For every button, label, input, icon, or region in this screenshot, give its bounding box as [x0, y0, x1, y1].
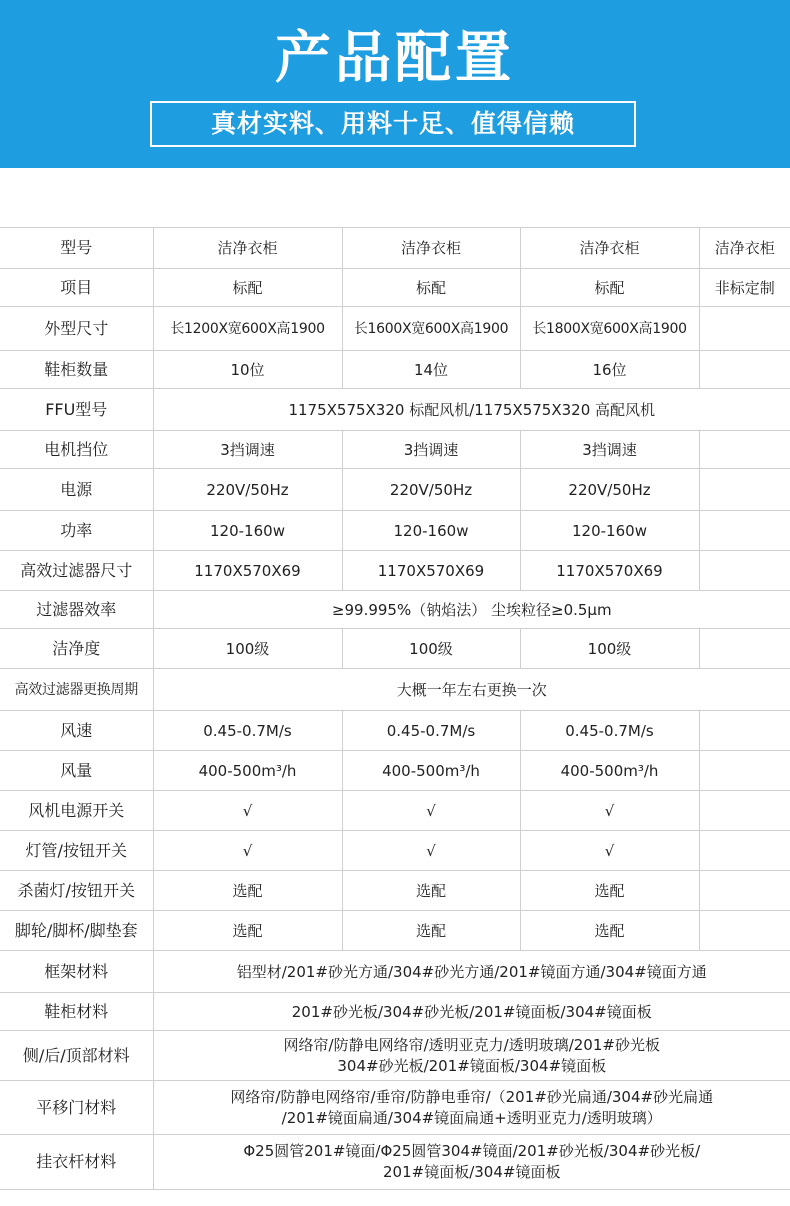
- row-label: 外型尺寸: [0, 307, 153, 351]
- table-cell: 选配: [153, 911, 342, 951]
- row-label: 过滤器效率: [0, 591, 153, 629]
- table-row: [0, 591, 790, 629]
- row-label: 挂衣杆材料: [0, 1135, 153, 1190]
- table-cell: 16位: [520, 351, 699, 389]
- table-cell: [699, 911, 790, 951]
- table-row: [0, 951, 790, 993]
- table-cell: 洁净衣柜: [153, 228, 342, 269]
- table-cell: 3挡调速: [153, 431, 342, 469]
- page-title: 产品配置: [275, 26, 515, 91]
- table-cell: 标配: [153, 269, 342, 307]
- table-cell: 3挡调速: [520, 431, 699, 469]
- table-row: [0, 751, 790, 791]
- cell-line: /201#镜面扁通/304#镜面扁通+透明亚克力/透明玻璃）: [281, 1108, 662, 1127]
- table-cell: [699, 791, 790, 831]
- cell-line: 网络帘/防静电网络帘/垂帘/防静电垂帘/（201#砂光扁通/304#砂光扁通: [230, 1087, 714, 1106]
- row-label: 风机电源开关: [0, 791, 153, 831]
- table-cell: 标配: [520, 269, 699, 307]
- table-cell: [699, 551, 790, 591]
- table-cell: 0.45-0.7M/s: [520, 711, 699, 751]
- row-label: 灯管/按钮开关: [0, 831, 153, 871]
- row-label: 鞋柜数量: [0, 351, 153, 389]
- table-cell: 100级: [520, 629, 699, 669]
- table-cell: 400-500m³/h: [342, 751, 520, 791]
- table-cell: 10位: [153, 351, 342, 389]
- table-cell: [699, 431, 790, 469]
- table-row: [0, 993, 790, 1031]
- row-label: 杀菌灯/按钮开关: [0, 871, 153, 911]
- table-cell: 220V/50Hz: [153, 469, 342, 511]
- table-row: [0, 228, 790, 269]
- row-label: 型号: [0, 228, 153, 269]
- table-cell: [699, 711, 790, 751]
- cell-line: 304#砂光板/201#镜面板/304#镜面板: [337, 1056, 607, 1075]
- table-cell: √: [153, 831, 342, 871]
- subtitle-frame: [150, 101, 636, 147]
- table-row: [0, 551, 790, 591]
- table-cell: 洁净衣柜: [520, 228, 699, 269]
- table-cell: 长1200X宽600X高1900: [153, 307, 342, 351]
- table-row: [0, 389, 790, 431]
- table-cell: 220V/50Hz: [520, 469, 699, 511]
- row-label: 项目: [0, 269, 153, 307]
- table-cell: 3挡调速: [342, 431, 520, 469]
- row-label: 风速: [0, 711, 153, 751]
- table-cell: 1170X570X69: [153, 551, 342, 591]
- table-row: [0, 469, 790, 511]
- table-cell-merged: 铝型材/201#砂光方通/304#砂光方通/201#镜面方通/304#镜面方通: [153, 951, 790, 993]
- table-cell: √: [520, 791, 699, 831]
- row-label: 电机挡位: [0, 431, 153, 469]
- table-cell: [699, 351, 790, 389]
- table-cell: 400-500m³/h: [153, 751, 342, 791]
- table-cell: 长1600X宽600X高1900: [342, 307, 520, 351]
- row-label: 电源: [0, 469, 153, 511]
- table-cell: 120-160w: [153, 511, 342, 551]
- row-label: 高效过滤器尺寸: [0, 551, 153, 591]
- table-cell: 0.45-0.7M/s: [342, 711, 520, 751]
- row-label: 平移门材料: [0, 1081, 153, 1135]
- table-row: [0, 911, 790, 951]
- table-cell: 0.45-0.7M/s: [153, 711, 342, 751]
- cell-line: 网络帘/防静电网络帘/透明亚克力/透明玻璃/201#砂光板: [283, 1035, 660, 1054]
- table-cell: [699, 469, 790, 511]
- table-cell-merged: 1175X575X320 标配风机/1175X575X320 高配风机: [153, 389, 790, 431]
- table-cell: 非标定制: [699, 269, 790, 307]
- banner-header: [0, 0, 790, 168]
- table-cell: 120-160w: [342, 511, 520, 551]
- table-cell: √: [342, 791, 520, 831]
- row-label: 框架材料: [0, 951, 153, 993]
- row-label: 风量: [0, 751, 153, 791]
- table-cell: 选配: [342, 871, 520, 911]
- table-row: [0, 1135, 790, 1190]
- row-label: FFU型号: [0, 389, 153, 431]
- table-row: [0, 629, 790, 669]
- table-cell: [699, 751, 790, 791]
- table-cell: 洁净衣柜: [342, 228, 520, 269]
- table-cell-merged: [153, 1081, 790, 1135]
- table-row: [0, 1031, 790, 1081]
- table-cell: [699, 871, 790, 911]
- table-row: [0, 431, 790, 469]
- row-label: 洁净度: [0, 629, 153, 669]
- table-cell-merged: [153, 1135, 790, 1190]
- table-row: [0, 511, 790, 551]
- table-cell: 选配: [342, 911, 520, 951]
- cell-line: Φ25圆管201#镜面/Φ25圆管304#镜面/201#砂光板/304#砂光板/: [243, 1142, 701, 1160]
- table-row: [0, 831, 790, 871]
- table-cell: 120-160w: [520, 511, 699, 551]
- table-cell: 400-500m³/h: [520, 751, 699, 791]
- table-row: [0, 871, 790, 911]
- row-label: 侧/后/顶部材料: [0, 1031, 153, 1081]
- table-cell-merged: 大概一年左右更换一次: [153, 669, 790, 711]
- table-cell: [699, 831, 790, 871]
- cell-line: 201#镜面板/304#镜面板: [383, 1163, 561, 1181]
- table-row: [0, 307, 790, 351]
- table-cell: 选配: [520, 911, 699, 951]
- table-row: [0, 351, 790, 389]
- table-cell: 洁净衣柜: [699, 228, 790, 269]
- table-row: [0, 669, 790, 711]
- table-cell: 选配: [153, 871, 342, 911]
- table-cell: 选配: [520, 871, 699, 911]
- table-cell: 220V/50Hz: [342, 469, 520, 511]
- table-cell: 1170X570X69: [520, 551, 699, 591]
- table-cell-merged: [153, 1031, 790, 1081]
- table-row: [0, 269, 790, 307]
- table-cell: √: [153, 791, 342, 831]
- table-cell: √: [342, 831, 520, 871]
- row-label: 功率: [0, 511, 153, 551]
- table-cell-merged: ≥99.995%（钠焰法） 尘埃粒径≥0.5μm: [153, 591, 790, 629]
- table-row: [0, 1081, 790, 1135]
- table-cell: 14位: [342, 351, 520, 389]
- table-row: [0, 791, 790, 831]
- table-cell: 100级: [153, 629, 342, 669]
- row-label: 鞋柜材料: [0, 993, 153, 1031]
- table-cell: √: [520, 831, 699, 871]
- table-cell: [699, 629, 790, 669]
- table-cell: 标配: [342, 269, 520, 307]
- row-label: 脚轮/脚杯/脚垫套: [0, 911, 153, 951]
- spec-table: [0, 227, 790, 1190]
- table-cell: 长1800X宽600X高1900: [520, 307, 699, 351]
- row-label: 高效过滤器更换周期: [0, 669, 153, 711]
- table-cell-merged: 201#砂光板/304#砂光板/201#镜面板/304#镜面板: [153, 993, 790, 1031]
- table-row: [0, 711, 790, 751]
- table-cell: 1170X570X69: [342, 551, 520, 591]
- table-cell: 100级: [342, 629, 520, 669]
- page-subtitle: 真材实料、用料十足、值得信赖: [210, 109, 575, 138]
- table-cell: [699, 307, 790, 351]
- table-cell: [699, 511, 790, 551]
